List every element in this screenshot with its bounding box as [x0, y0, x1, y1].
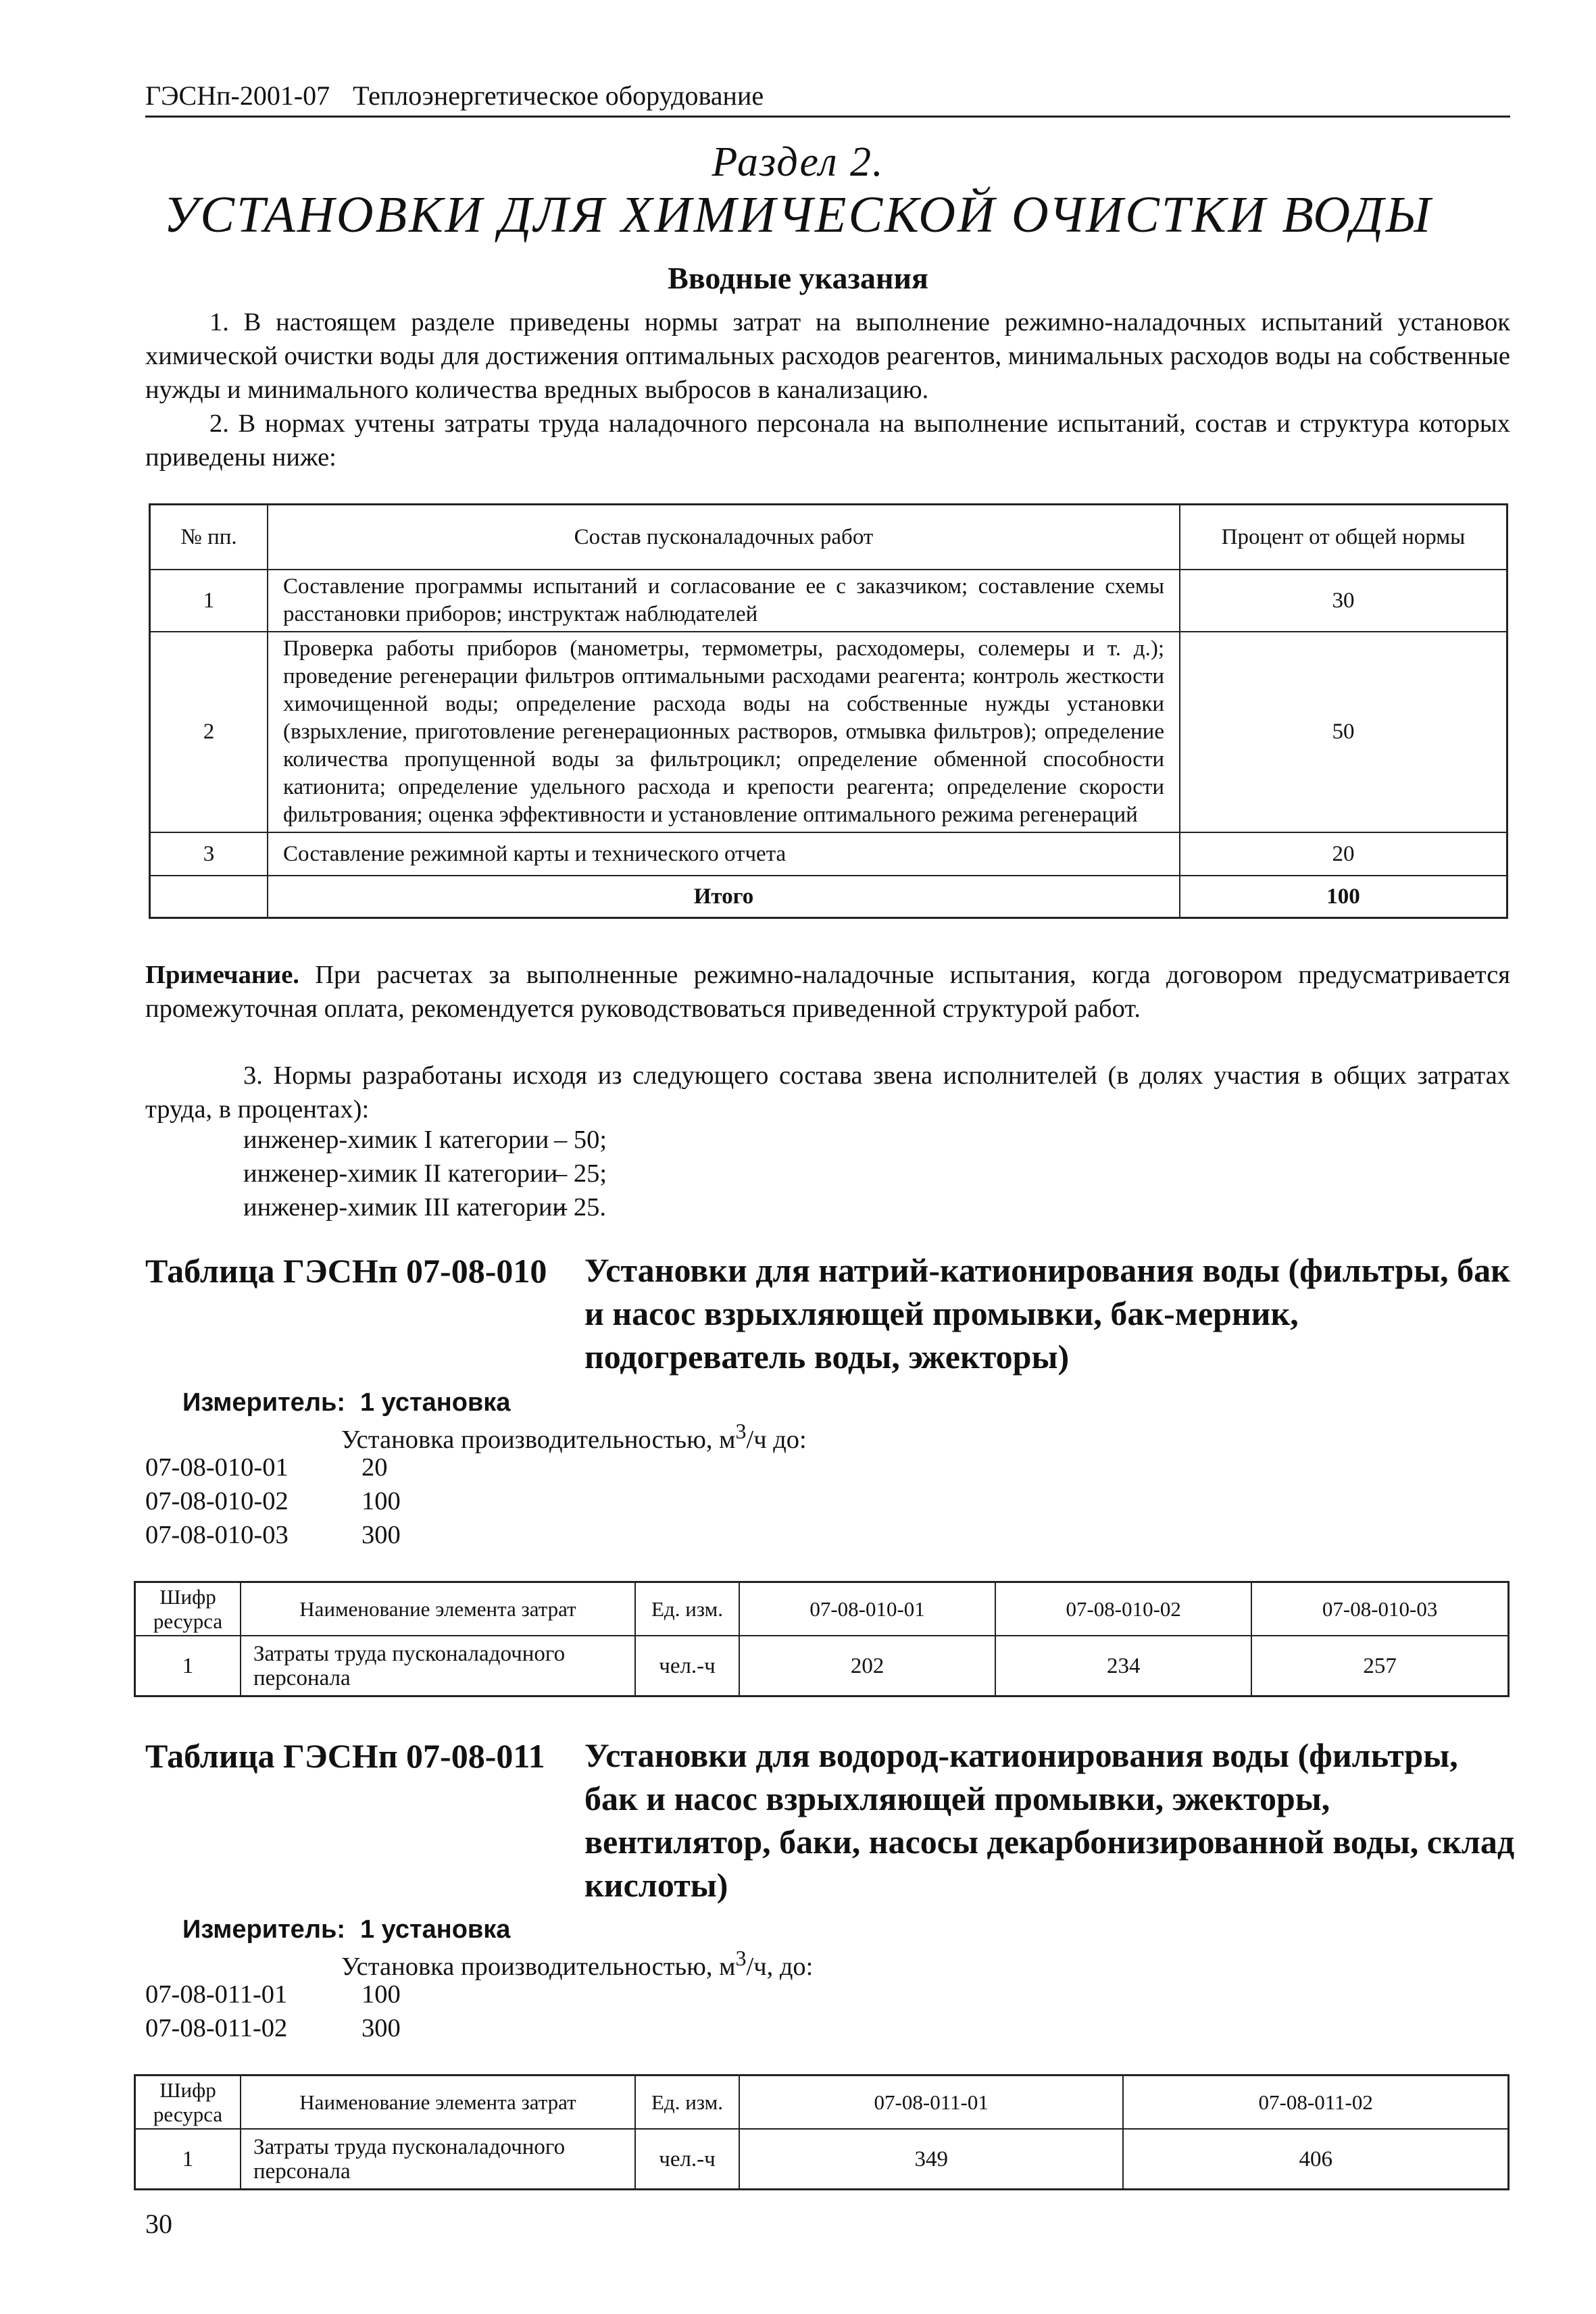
table-row	[150, 632, 1507, 832]
resource-header-row	[135, 2076, 1509, 2130]
crew-role: инженер-химик II категории	[243, 1159, 558, 1188]
table-1-title: Установки для натрий-катионирования воды (фильтры, бак и насос взрыхляющей промывки, бак-мерник, подогреватель воды, эжекторы)	[584, 1251, 1510, 1376]
table-row	[135, 1636, 1509, 1696]
row-pct: 20	[1180, 832, 1507, 876]
paragraph-3-text: 3. Нормы разработаны исходя из следующего состава звена исполнителей (в долях участия в общих затратах труда, в процентах):	[145, 1061, 1510, 1124]
row-pct: 50	[1180, 632, 1507, 832]
table-row	[135, 2129, 1509, 2190]
col-header-code-2: 07-08-011-02	[1123, 2076, 1508, 2130]
total-value: 100	[1180, 876, 1507, 918]
note	[145, 958, 1510, 1026]
code: 07-08-011-01	[145, 1980, 288, 2009]
row-num: 3	[150, 832, 268, 876]
resource-header-row	[135, 1582, 1509, 1636]
crew-item	[243, 1157, 607, 1190]
note-label: Примечание.	[145, 961, 299, 989]
table-1-measure	[182, 1388, 510, 1417]
col-header-name: Наименование элемента затрат	[241, 2076, 635, 2130]
code-row	[145, 2013, 401, 2043]
intro-heading: Вводные указания	[668, 261, 928, 295]
work-composition-table	[149, 503, 1508, 919]
resource-unit: чел.-ч	[635, 1636, 739, 1696]
code-value: 300	[361, 1521, 401, 1549]
capacity-text: Установка производительностью, м	[341, 1425, 736, 1454]
col-header-desc: Состав пусконаладочных работ	[268, 505, 1180, 570]
capacity-unit: /ч, до:	[746, 1952, 814, 1981]
col-header-unit: Ед. изм.	[635, 2076, 739, 2130]
col-header-code-1: 07-08-010-01	[739, 1582, 995, 1636]
resource-table-2	[134, 2074, 1510, 2190]
measure-value: 1 установка	[359, 1915, 511, 1944]
resource-code: 1	[135, 1636, 241, 1696]
code-row	[145, 1453, 388, 1482]
capacity-sup: 3	[735, 1419, 747, 1443]
capacity-text: Установка производительностью, м	[341, 1952, 736, 1981]
col-header-code: Шифр ресурса	[135, 2076, 241, 2130]
doc-code: ГЭСНп-2001-07	[145, 80, 330, 111]
page-number: 30	[145, 2209, 172, 2239]
note-text: При расчетах за выполненные режимно-наладочные испытания, когда договором предусматривается промежуточная оплата, рекомендуется руководствоваться приведенной структурой работ.	[145, 961, 1510, 1023]
table-2-measure	[182, 1915, 510, 1944]
section-label: Раздел 2.	[712, 139, 884, 185]
paragraph-2	[145, 407, 1510, 474]
total-empty-cell	[150, 876, 268, 918]
code-value: 100	[361, 1487, 401, 1515]
table-1-label: Таблица ГЭСНп 07-08-010	[145, 1252, 547, 1290]
measure-value: 1 установка	[359, 1388, 511, 1417]
code: 07-08-011-02	[145, 2014, 288, 2042]
table-header-row	[150, 505, 1507, 570]
capacity-sup: 3	[735, 1946, 747, 1970]
total-row	[150, 876, 1507, 918]
measure-label: Измеритель:	[182, 1388, 345, 1417]
resource-value: 257	[1251, 1636, 1508, 1696]
table-2-capacity	[341, 1946, 813, 1982]
resource-name: Затраты труда пусконаладочного персонала	[241, 2129, 635, 2190]
crew-share: – 25;	[554, 1159, 607, 1188]
code: 07-08-010-01	[145, 1453, 289, 1482]
row-num: 1	[150, 570, 268, 632]
row-desc: Проверка работы приборов (манометры, термометры, расходомеры, солемеры и т. д.); проведение регенерации фильтров оптимальными расходами реагента; контроль жесткости химочищенной воды; определение расхода воды на собственные нужды установки (взрыхление, приготовление регенерационных растворов, отмывка фильтров); определение количества пропущенной воды за фильтроцикл; определение обменной способности катионита; определение удельного расхода и крепости реагента; определение скорости фильтрования; оценка эффективности и установление оптимального режима регенераций	[268, 632, 1180, 832]
row-pct: 30	[1180, 570, 1507, 632]
code-row	[145, 1520, 401, 1550]
crew-role: инженер-химик III категории	[243, 1193, 567, 1222]
crew-share: – 50;	[554, 1126, 607, 1154]
crew-item	[243, 1190, 606, 1224]
capacity-unit: /ч до:	[746, 1425, 807, 1454]
crew-item	[243, 1123, 607, 1157]
code-value: 300	[361, 2014, 401, 2042]
total-label: Итого	[268, 876, 1180, 918]
code-value: 20	[361, 1453, 388, 1482]
resource-unit: чел.-ч	[635, 2129, 739, 2190]
paragraph-1-text: 1. В настоящем разделе приведены нормы затрат на выполнение режимно-наладочных испытаний установок химической очистки воды для достижения оптимальных расходов реагентов, минимальных расходов воды на собственные нужды и минимального количества вредных выбросов в канализацию.	[145, 308, 1510, 404]
resource-value: 202	[739, 1636, 995, 1696]
col-header-name: Наименование элемента затрат	[241, 1582, 635, 1636]
code: 07-08-010-02	[145, 1487, 289, 1515]
resource-value: 406	[1123, 2129, 1508, 2190]
resource-value: 234	[995, 1636, 1251, 1696]
table-1-capacity	[341, 1419, 807, 1455]
table-2-title: Установки для водород-катионирования воды (фильтры, бак и насос взрыхляющей промывки, эжекторы, вентилятор, баки, насосы декарбонизированной воды, склад кислоты)	[584, 1736, 1515, 1904]
col-header-code-2: 07-08-010-02	[995, 1582, 1251, 1636]
table-row	[150, 832, 1507, 876]
table-2-label: Таблица ГЭСНп 07-08-011	[145, 1737, 545, 1775]
col-header-pct: Процент от общей нормы	[1180, 505, 1507, 570]
paragraph-3	[145, 1059, 1510, 1126]
resource-value: 349	[739, 2129, 1123, 2190]
col-header-code-1: 07-08-011-01	[739, 2076, 1123, 2130]
code-row	[145, 1980, 401, 2009]
paragraph-2-text: 2. В нормах учтены затраты труда наладочного персонала на выполнение испытаний, состав и структура которых приведены ниже:	[145, 409, 1510, 472]
resource-table-1	[134, 1581, 1510, 1697]
crew-share: – 25.	[554, 1193, 606, 1222]
row-num: 2	[150, 632, 268, 832]
code-row	[145, 1486, 401, 1516]
table-row	[150, 570, 1507, 632]
code: 07-08-010-03	[145, 1521, 289, 1549]
resource-name: Затраты труда пусконаладочного персонала	[241, 1636, 635, 1696]
crew-role: инженер-химик I категории	[243, 1126, 549, 1154]
resource-code: 1	[135, 2129, 241, 2190]
row-desc: Составление режимной карты и технического отчета	[268, 832, 1180, 876]
code-value: 100	[361, 1980, 401, 2009]
col-header-num: № пп.	[150, 505, 268, 570]
section-title: УСТАНОВКИ ДЛЯ ХИМИЧЕСКОЙ ОЧИСТКИ ВОДЫ	[164, 186, 1432, 243]
row-desc: Составление программы испытаний и согласование ее с заказчиком; составление схемы расстановки приборов; инструктаж наблюдателей	[268, 570, 1180, 632]
doc-title: Теплоэнергетическое оборудование	[353, 80, 764, 111]
col-header-unit: Ед. изм.	[635, 1582, 739, 1636]
measure-label: Измеритель:	[182, 1915, 345, 1944]
running-header	[145, 80, 1510, 118]
col-header-code-3: 07-08-010-03	[1251, 1582, 1508, 1636]
paragraph-1	[145, 305, 1510, 407]
col-header-code: Шифр ресурса	[135, 1582, 241, 1636]
